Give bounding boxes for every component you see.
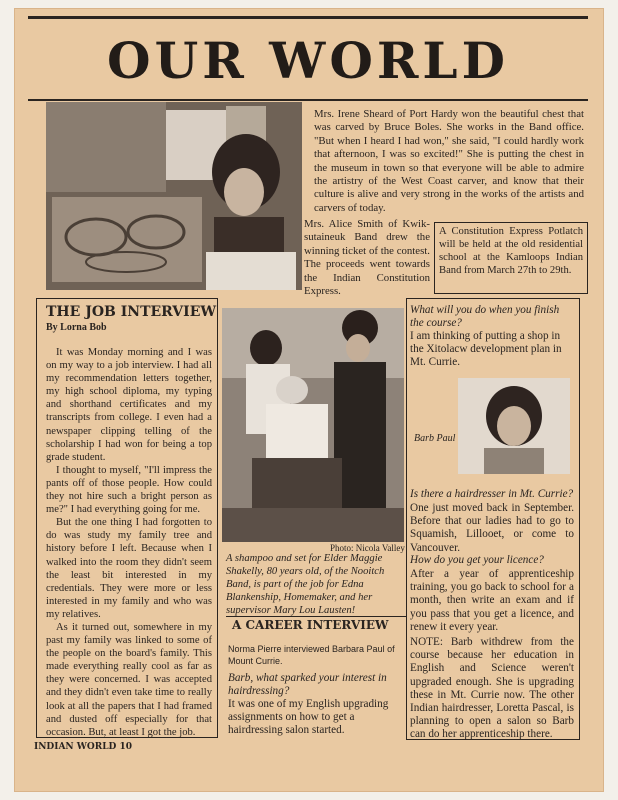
carving-photo xyxy=(46,102,302,290)
job-interview-paragraph: I thought to myself, "I'll impress the pants off of those people. How could they not hire such a bright person as me?" I had everything going for me. xyxy=(46,464,212,516)
job-interview-byline: By Lorna Bob xyxy=(46,322,107,333)
photo-credit: Photo: Nicola Valley xyxy=(330,543,405,553)
career-question-2: What will you do when you finish the course? xyxy=(410,304,560,330)
career-intro: Norma Pierre interviewed Barbara Paul of Mount Currie. xyxy=(228,644,395,666)
barb-paul-label: Barb Paul xyxy=(414,433,456,444)
photo-caption: A shampoo and set for Elder Maggie Shakelly, 80 years old, of the Nooitch Band, is part of the job for Edna Blankenship, Homemaker, and her supervisor Mary Lou Lausten! xyxy=(226,553,385,616)
notice-box xyxy=(434,222,588,294)
top-story-text: Mrs. Irene Sheard of Port Hardy won the beautiful chest that was carved by Bruce Boles. She works in the Band office. "But when I heard I had won," she said, "I could hardly work that afternoon, I was so excited!" She is putting the chest in the museum in town so that everyone will be able to admire the artistry of the West Coast carver, and know that their culture is alive and very strong in the works of the artists and carvers of today. xyxy=(314,108,584,214)
job-interview-body xyxy=(46,346,212,739)
carving-photo-illustration xyxy=(46,102,302,290)
career-interview-rule xyxy=(226,616,406,617)
job-interview-paragraph: But the one thing I had forgotten to do was study my family tree and history before I left. Because when I walked into the room they didn't seem the least bit interested in my credentials. They were more or less interested in my family and who was my relatives. xyxy=(46,517,212,620)
brief-text: Mrs. Alice Smith of Kwik-sutaineuk Band drew the winning ticket of the contest. The proceeds went towards the Indian Constitution Express. xyxy=(304,218,430,298)
shampoo-photo xyxy=(222,308,404,542)
masthead-title: OUR WORLD xyxy=(107,31,509,90)
barb-paul-photo xyxy=(458,378,570,474)
shampoo-photo-illustration xyxy=(222,308,404,542)
career-question-1: Barb, what sparked your interest in hairdressing? xyxy=(228,672,387,698)
career-answer-4: After a year of apprenticeship training, you go back to school for a month, then write an exam and if you pass that you get a licence, and renew it every year. xyxy=(410,568,574,633)
career-question-4: How do you get your licence? xyxy=(410,554,544,566)
job-interview-paragraph: As it turned out, somewhere in my past my family was linked to some of the people on the board's family. This made everything really cool as far as they were concerned. I was accepted and they didn't even take time to really look at all the papers that I had framed and dusted off especially for that occasion. But, at least I got the job. xyxy=(46,621,212,738)
career-note: NOTE: Barb withdrew from the course because her education in English and Science weren't upgraded enough. She is upgrading these in Mt. Currie now. The other Indian hairdresser, Loretta Pascal, is planning to open a salon so Barb can do her apprenticeship there. xyxy=(410,636,574,741)
masthead xyxy=(28,16,588,101)
career-answer-1: It was one of my English upgrading assignments on how to get a hairdressing salon started. xyxy=(228,698,389,737)
notice-text: A Constitution Express Potlatch will be held at the old residential school at the Kamloops Indian Band from March 27th to 29th. xyxy=(439,226,583,276)
career-interview-title: A CAREER INTERVIEW xyxy=(232,618,389,632)
page-footer: INDIAN WORLD 10 xyxy=(34,742,133,752)
job-interview-title: THE JOB INTERVIEW xyxy=(46,304,217,320)
career-question-3: Is there a hairdresser in Mt. Currie? xyxy=(410,488,574,500)
barb-paul-photo-illustration xyxy=(458,378,570,474)
career-answer-3: One just moved back in September. Before that our ladies had to go to Squamish, Lillooet, or come to Vancouver. xyxy=(410,502,574,554)
job-interview-paragraph: It was Monday morning and I was on my way to a job interview. I had all my recommendation letters together, my high school diploma, my typing and shorthand certificates and my transcripts from college. I even had a newspaper clipping telling of the scholarship I had won for being a top grade student. xyxy=(46,347,212,463)
career-answer-2: I am thinking of putting a shop in the Xitolacw development plan in Mt. Currie. xyxy=(410,330,562,369)
